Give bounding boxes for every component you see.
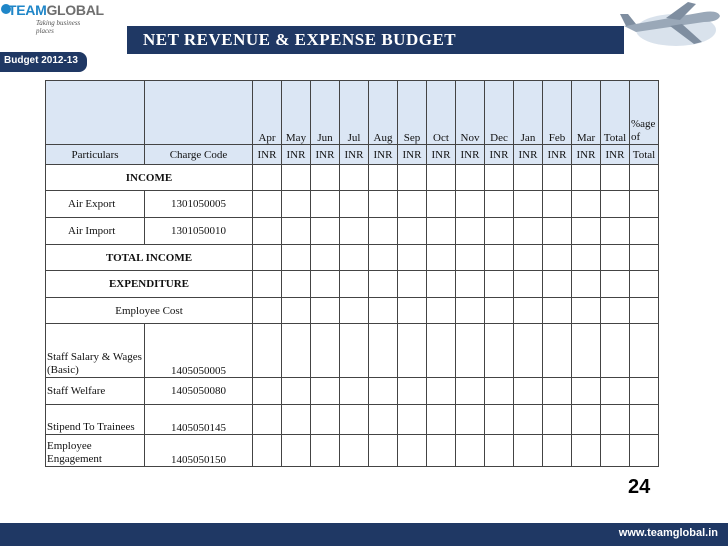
month-header: Jan (514, 81, 543, 145)
particular-cell: Air Export (46, 191, 145, 218)
header-blank-cell (46, 81, 145, 145)
income-label: INCOME (46, 165, 253, 191)
budget-year-tab (0, 52, 87, 72)
teamglobal-logo (0, 0, 104, 36)
table-row (46, 324, 659, 378)
unit-cell: INR (398, 145, 427, 165)
table-row (46, 435, 659, 467)
charge-code-cell: 1405050080 (145, 378, 253, 405)
airplane-icon (596, 0, 728, 50)
charge-code-cell: 1405050005 (145, 324, 253, 378)
table-row (46, 218, 659, 245)
total-income-label: TOTAL INCOME (46, 245, 253, 271)
unit-cell: INR (282, 145, 311, 165)
month-header: Apr (253, 81, 282, 145)
col-particulars: Particulars (46, 145, 145, 165)
pct-header: %age of (630, 81, 659, 145)
month-header: Feb (543, 81, 572, 145)
unit-cell: INR (572, 145, 601, 165)
month-header: Dec (485, 81, 514, 145)
footer-url: www.teamglobal.in (618, 527, 718, 539)
title-bar (127, 26, 624, 54)
month-header: Oct (427, 81, 456, 145)
month-header: Total (601, 81, 630, 145)
total-income-row (46, 245, 659, 271)
income-section-row (46, 165, 659, 191)
table-row (46, 378, 659, 405)
month-header: Nov (456, 81, 485, 145)
particular-cell: Air Import (46, 218, 145, 245)
footer-bar (0, 523, 728, 546)
unit-cell: INR (485, 145, 514, 165)
budget-year-label: Budget 2012-13 (4, 55, 78, 66)
expenditure-label: EXPENDITURE (46, 271, 253, 298)
month-header: Jun (311, 81, 340, 145)
table-row (46, 191, 659, 218)
unit-cell: INR (340, 145, 369, 165)
unit-cell: INR (427, 145, 456, 165)
month-header: Aug (369, 81, 398, 145)
unit-cell: INR (311, 145, 340, 165)
particular-cell: Employee Engagement (46, 435, 145, 467)
expenditure-section-row (46, 271, 659, 298)
unit-cell: INR (253, 145, 282, 165)
header-blank-cell (145, 81, 253, 145)
logo-tagline: Taking business places (36, 19, 81, 35)
unit-cell: INR (543, 145, 572, 165)
header-row-months (46, 81, 659, 145)
page-title: NET REVENUE & EXPENSE BUDGET (143, 30, 457, 49)
charge-code-cell: 1301050010 (145, 218, 253, 245)
month-header: Jul (340, 81, 369, 145)
page-number: 24 (628, 476, 651, 498)
pct-total-header: Total (630, 145, 659, 165)
header-row-units (46, 145, 659, 165)
particular-cell: Staff Welfare (46, 378, 145, 405)
charge-code-cell: 1405050145 (145, 405, 253, 435)
employee-cost-label: Employee Cost (46, 298, 253, 324)
charge-code-cell: 1405050150 (145, 435, 253, 467)
unit-cell: INR (369, 145, 398, 165)
particular-cell: Staff Salary & Wages (Basic) (46, 324, 145, 378)
particular-cell: Stipend To Trainees (46, 405, 145, 435)
table-row (46, 405, 659, 435)
unit-cell: INR (514, 145, 543, 165)
logo-wordmark: TEAMGLOBAL (8, 2, 104, 18)
month-header: Mar (572, 81, 601, 145)
budget-table (45, 80, 659, 467)
employee-cost-row (46, 298, 659, 324)
month-header: May (282, 81, 311, 145)
month-header: Sep (398, 81, 427, 145)
col-charge-code: Charge Code (145, 145, 253, 165)
unit-cell: INR (456, 145, 485, 165)
charge-code-cell: 1301050005 (145, 191, 253, 218)
unit-cell: INR (601, 145, 630, 165)
